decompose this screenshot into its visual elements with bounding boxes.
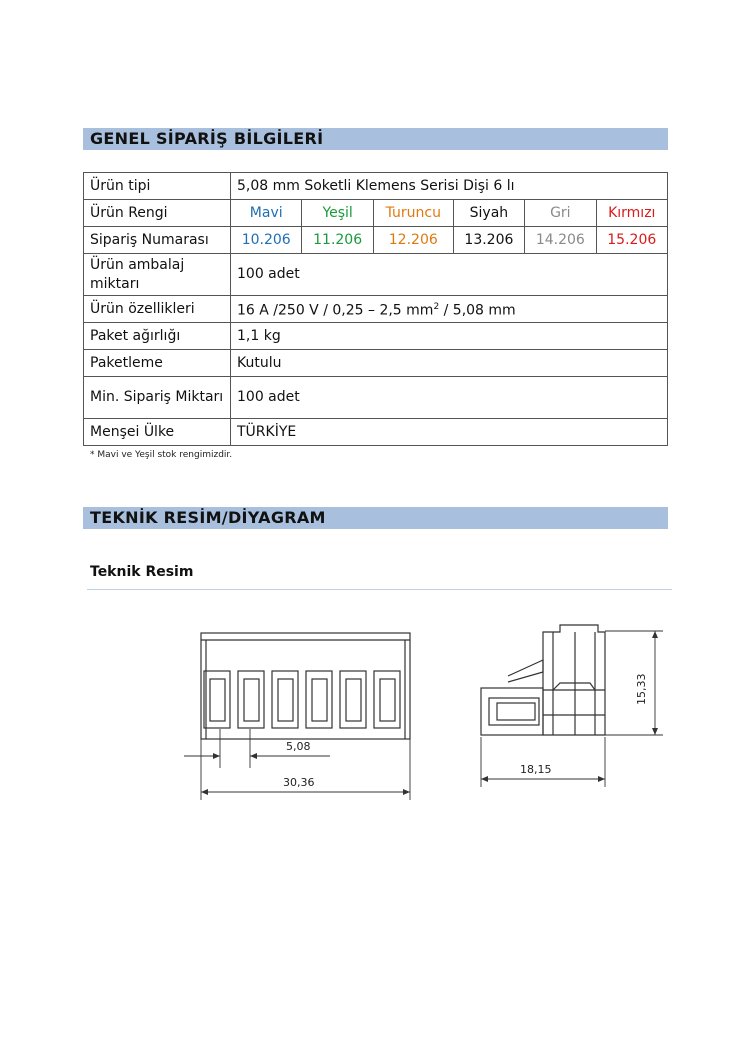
label-product-color: Ürün Rengi <box>84 200 231 227</box>
order-number-black: 13.206 <box>453 227 524 254</box>
subheading-technical-drawing: Teknik Resim <box>90 564 194 580</box>
order-number-red: 15.206 <box>596 227 667 254</box>
stock-color-note: * Mavi ve Yeşil stok rengimizdir. <box>90 450 233 460</box>
order-number-gray: 14.206 <box>525 227 596 254</box>
color-black: Siyah <box>453 200 524 227</box>
features-text-end: / 5,08 mm <box>439 302 516 319</box>
color-orange: Turuncu <box>373 200 453 227</box>
label-order-number: Sipariş Numarası <box>84 227 231 254</box>
features-text: 16 A /250 V / 0,25 – 2,5 mm <box>237 302 434 319</box>
value-product-type: 5,08 mm Soketli Klemens Serisi Dişi 6 lı <box>231 173 668 200</box>
label-packaging-qty: Ürün ambalaj miktarı <box>84 254 231 296</box>
section-title-order-info: GENEL SİPARİŞ BİLGİLERİ <box>83 128 668 150</box>
side-dimensions <box>481 631 663 787</box>
order-number-green: 11.206 <box>302 227 373 254</box>
section-title-technical-drawing: TEKNİK RESİM/DİYAGRAM <box>83 507 668 529</box>
color-gray: Gri <box>525 200 596 227</box>
value-min-order: 100 adet <box>231 377 668 419</box>
color-red: Kırmızı <box>596 200 667 227</box>
dim-width-label: 30,36 <box>283 776 315 789</box>
features-superscript: 2 <box>433 301 440 312</box>
dimension-arrows <box>201 631 658 795</box>
label-packaging: Paketleme <box>84 350 231 377</box>
label-product-type: Ürün tipi <box>84 173 231 200</box>
label-features: Ürün özellikleri <box>84 296 231 323</box>
color-blue: Mavi <box>231 200 302 227</box>
color-green: Yeşil <box>302 200 373 227</box>
order-number-orange: 12.206 <box>373 227 453 254</box>
side-view-drawing <box>481 625 605 735</box>
order-number-blue: 10.206 <box>231 227 302 254</box>
label-origin: Menşei Ülke <box>84 419 231 446</box>
dim-pitch-label: 5,08 <box>286 740 311 753</box>
label-min-order: Min. Sipariş Miktarı <box>84 377 231 419</box>
value-packaging-qty: 100 adet <box>231 254 668 296</box>
value-packaging: Kutulu <box>231 350 668 377</box>
dim-height-label: 15,33 <box>635 673 648 705</box>
label-weight: Paket ağırlığı <box>84 323 231 350</box>
value-weight: 1,1 kg <box>231 323 668 350</box>
front-view-drawing <box>201 633 410 739</box>
dim-depth-label: 18,15 <box>520 763 552 776</box>
value-origin: TÜRKİYE <box>231 419 668 446</box>
